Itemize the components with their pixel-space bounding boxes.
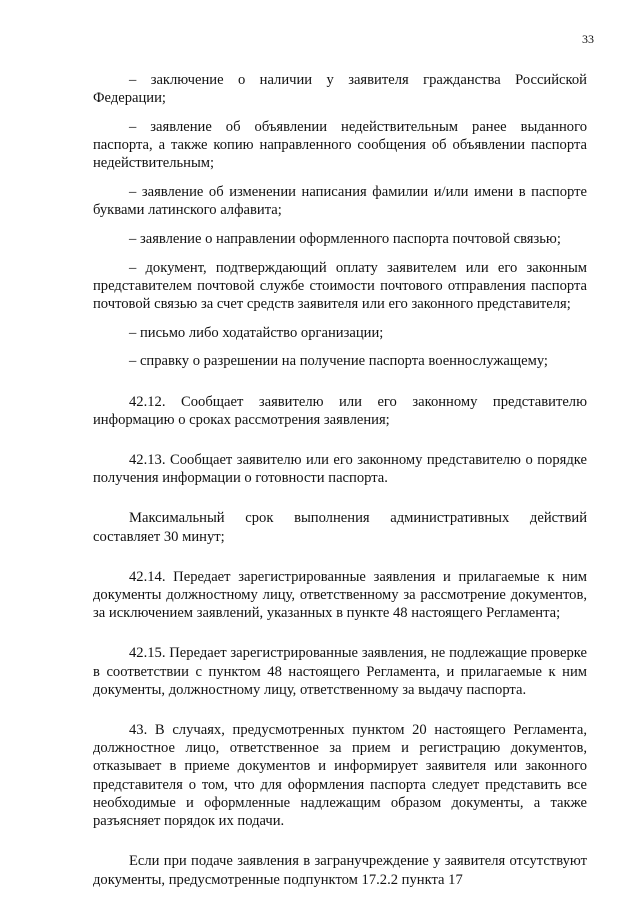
paragraph-43: 43. В случаях, предусмотренных пунктом 20 настоящего Регламента, должностное лицо, ответственное за прием и регистрацию документов, отказывает в приеме документов и информирует заявителя или законного представителя о том, что для оформления паспорта следует представить все необходимые и оформленные надлежащим образом документы, а также разъясняет порядок их подачи. [93, 722, 587, 830]
paragraph-42-15: 42.15. Передает зарегистрированные заявления, не подлежащие проверке в соответствии с пунктом 48 настоящего Регламента, и прилагаемые к ним документы, должностному лицу, ответственному за выдачу паспорта. [93, 645, 587, 698]
paragraph-item-6: – письмо либо ходатайство организации; [129, 324, 384, 341]
paragraph-42-12: 42.12. Сообщает заявителю или его законному представителю информацию о сроках рассмотрения заявления; [93, 393, 587, 428]
paragraph-item-3: – заявление об изменении написания фамилии и/или имени в паспорте буквами латинского алфавита; [93, 184, 587, 219]
document-body [93, 71, 587, 889]
paragraph-continuation: Если при подаче заявления в загранучреждение у заявителя отсутствуют документы, предусмотренные подпунктом 17.2.2 пункта 17 [93, 853, 587, 888]
paragraph-max-time: Максимальный срок выполнения административных действий составляет 30 минут; [93, 510, 587, 545]
page-number: 33 [582, 32, 594, 46]
paragraph-42-14: 42.14. Передает зарегистрированные заявления и прилагаемые к ним документы должностному лицу, ответственному за рассмотрение документов, за исключением заявлений, указанных в пункте 48 настоящего Регламента; [93, 568, 587, 622]
paragraph-42-13: 42.13. Сообщает заявителю или его законному представителю о порядке получения информации о готовности паспорта. [93, 452, 587, 487]
paragraph-item-4: – заявление о направлении оформленного паспорта почтовой связью; [129, 230, 561, 247]
paragraph-item-5: – документ, подтверждающий оплату заявителем или его законным представителем почтовой службе стоимости почтового отправления паспорта почтовой связью за счет средств заявителя или его законного представителя; [93, 259, 587, 313]
paragraph-item-1: – заключение о наличии у заявителя гражданства Российской Федерации; [93, 72, 587, 107]
paragraph-item-2: – заявление об объявлении недействительным ранее выданного паспорта, а также копию направленного сообщения об объявлении паспорта недействительным; [93, 118, 587, 172]
paragraph-item-7: – справку о разрешении на получение паспорта военнослужащему; [129, 353, 548, 370]
